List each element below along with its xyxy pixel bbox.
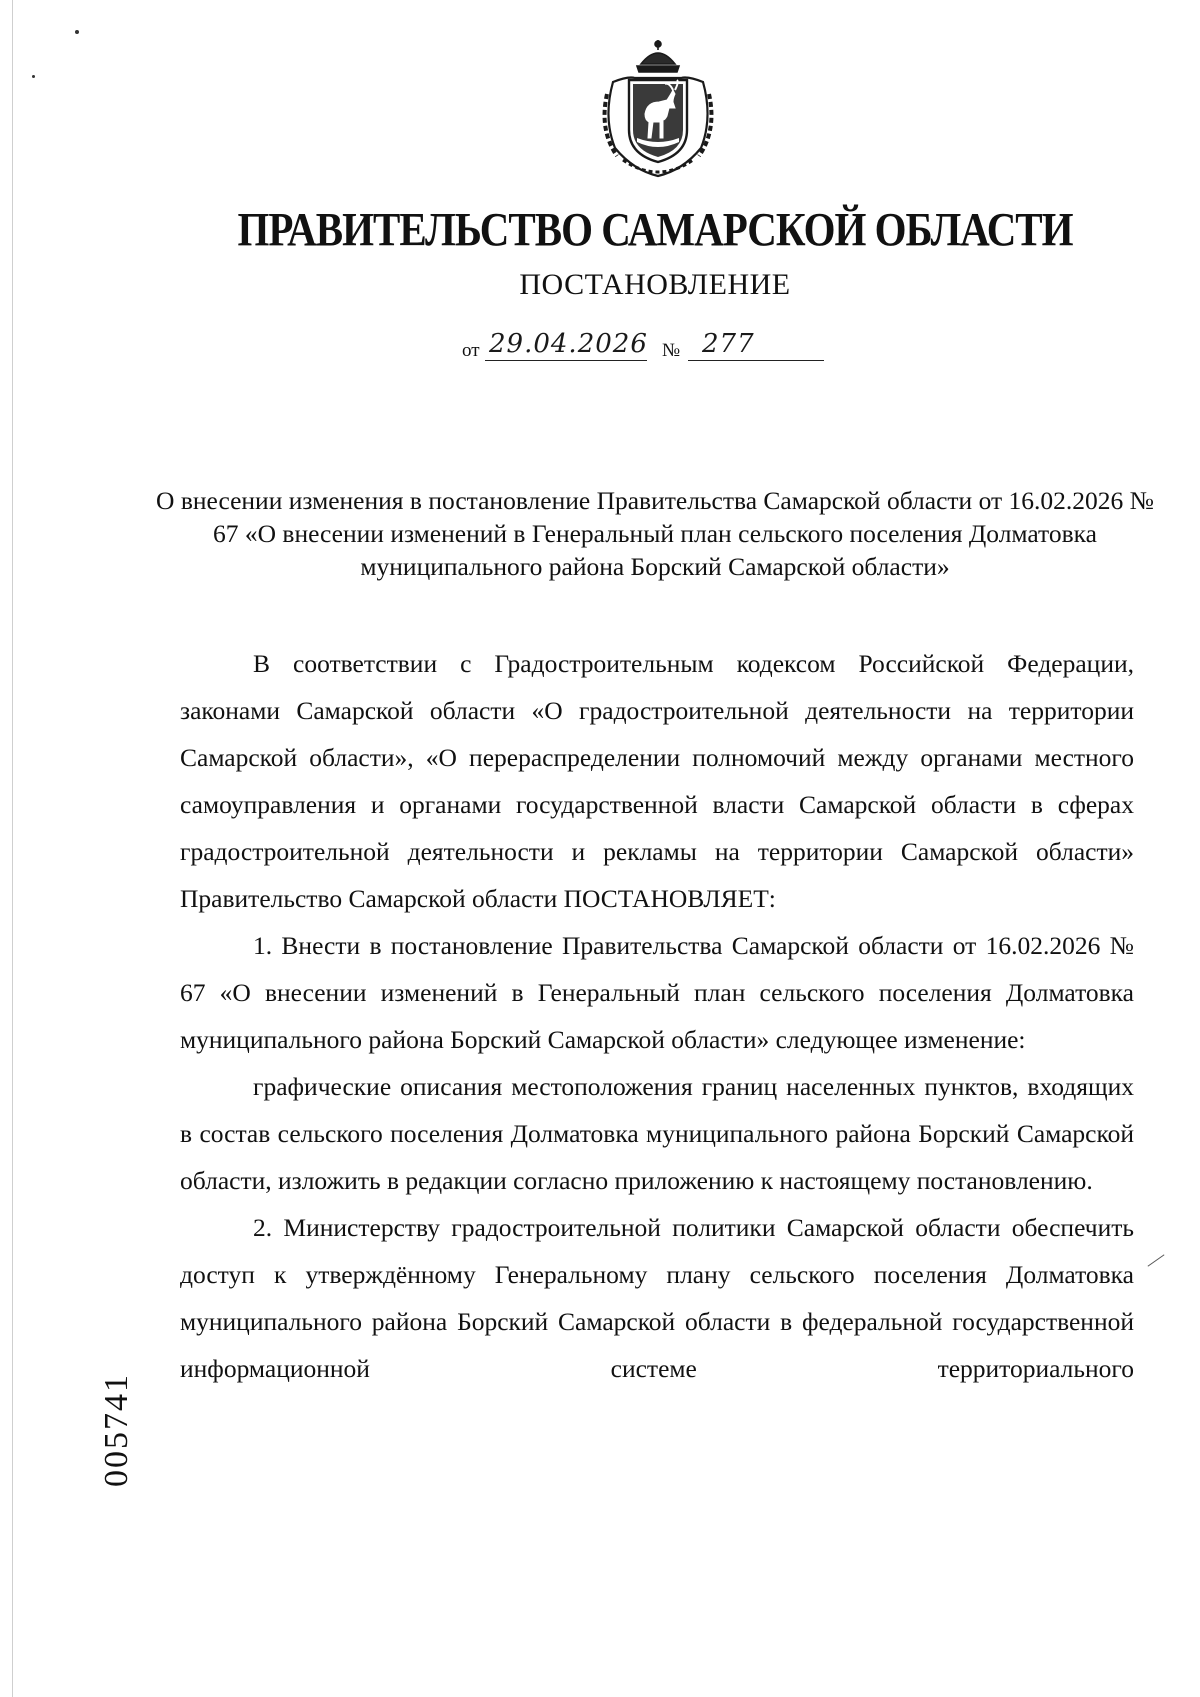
item-1-paragraph: 1. Внести в постановление Правительства Самарской области от 16.02.2026 № 67 «О внесении изменений в Генеральный план сельского поселения Долматовка муниципального района Борский Самарской области» следующее изменение:	[180, 931, 1134, 1054]
date-field: 29.04.2026	[485, 328, 647, 361]
document-subject: О внесении изменения в постановление Правительства Самарской области от 16.02.2026 № 67 «О внесении изменений в Генеральный план сельского поселения Долматовка муниципального района Борский Самарской области»	[156, 486, 1154, 581]
registration-side-number: 005741	[98, 1373, 135, 1487]
date-label: от	[462, 340, 480, 361]
document-body	[180, 640, 1134, 1392]
number-label: №	[662, 340, 681, 361]
samara-coat-of-arms-icon	[593, 38, 723, 180]
document-type: ПОСТАНОВЛЕНИЕ	[519, 268, 791, 301]
scan-mark	[1148, 1254, 1165, 1266]
preamble-paragraph: В соответствии с Градостроительным кодексом Российской Федерации, законами Самарской области «О градостроительной деятельности на территории Самарской области», «О перераспределении полномочий между органами местного самоуправления и органами государственной власти Самарской области в сферах градостроительной деятельности и рекламы на территории Самарской области» Правительство Самарской области ПОСТАНОВЛЯЕТ:	[180, 649, 1134, 913]
scan-speck	[32, 75, 35, 78]
scan-speck	[75, 30, 79, 34]
item-1-text-paragraph: графические описания местоположения границ населенных пунктов, входящих в состав сельского поселения Долматовка муниципального района Борский Самарской области, изложить в редакции согласно приложению к настоящему постановлению.	[180, 1072, 1134, 1195]
government-title: ПРАВИТЕЛЬСТВО САМАРСКОЙ ОБЛАСТИ	[237, 203, 1073, 257]
item-2-paragraph: 2. Министерству градостроительной политики Самарской области обеспечить доступ к утверждённому Генеральному плану сельского поселения Долматовка муниципального района Борский Самарской области в федеральной государственной информационной системе территориального	[180, 1213, 1134, 1383]
number-field: 277	[688, 328, 824, 361]
